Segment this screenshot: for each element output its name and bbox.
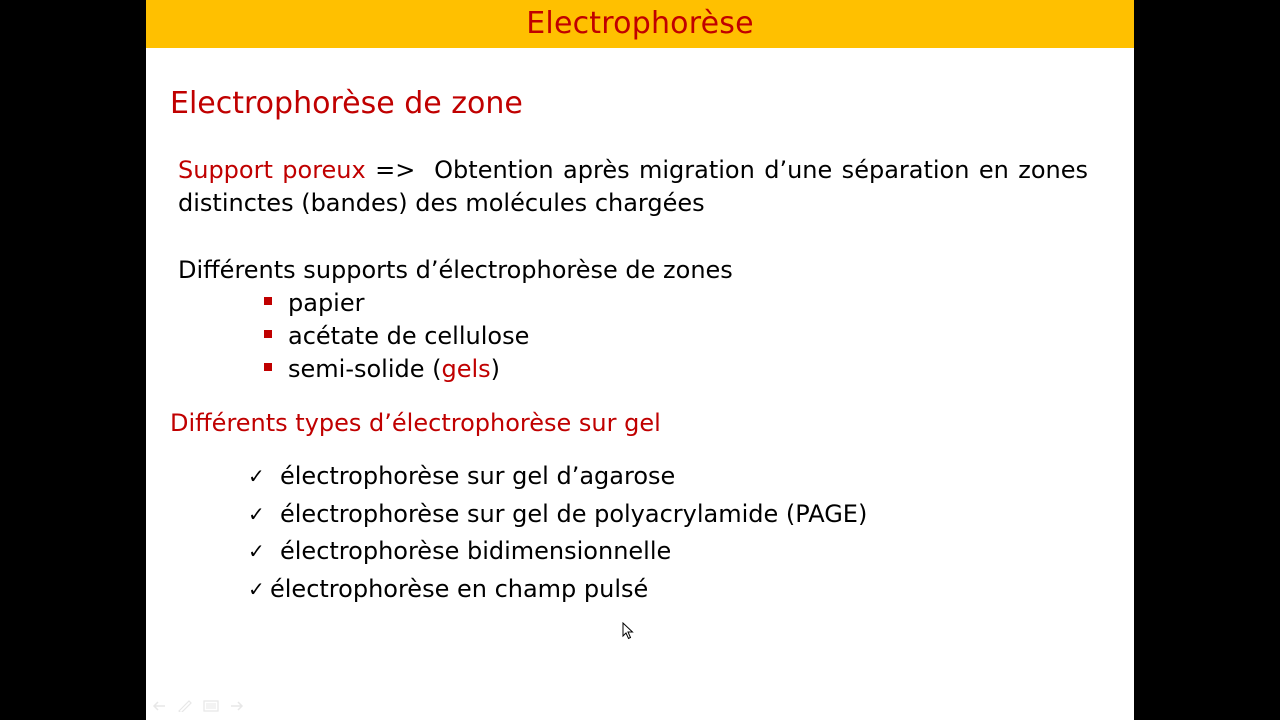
- support-label: Support poreux: [178, 156, 366, 184]
- definition-paragraph: [178, 154, 1088, 220]
- check-icon: ✓: [248, 464, 265, 488]
- check-icon: ✓: [248, 501, 265, 526]
- arrow-text: =>: [365, 156, 435, 184]
- square-bullet-icon: [264, 363, 272, 371]
- list-item: [264, 320, 529, 353]
- types-list: [248, 458, 867, 608]
- list-item: [248, 458, 867, 496]
- pen-icon[interactable]: [177, 697, 193, 709]
- support-item-text: papier: [288, 289, 365, 317]
- support-item-text: semi-solide (: [288, 355, 442, 383]
- next-slide-icon[interactable]: [229, 697, 245, 709]
- check-icon: ✓: [248, 539, 265, 563]
- type-item-text: électrophorèse sur gel de polyacrylamide (PAGE): [280, 499, 868, 528]
- type-item-text: électrophorèse en champ pulsé: [270, 574, 649, 603]
- list-item: [264, 353, 529, 386]
- list-item: [248, 571, 867, 609]
- type-item-text: électrophorèse sur gel d’agarose: [280, 462, 676, 490]
- check-icon: ✓: [248, 576, 265, 601]
- type-item-text: électrophorèse bidimensionnelle: [280, 537, 672, 565]
- section-heading: Electrophorèse de zone: [170, 86, 523, 121]
- list-item: [264, 287, 529, 320]
- square-bullet-icon: [264, 330, 272, 338]
- support-item-highlight: gels: [441, 355, 491, 383]
- square-bullet-icon: [264, 297, 272, 305]
- slideshow-nav-controls: [151, 697, 245, 709]
- mouse-pointer-icon: [622, 622, 634, 644]
- slide: [146, 0, 1134, 720]
- types-heading: Différents types d’électrophorèse sur gel: [170, 409, 661, 437]
- support-item-suffix: ): [490, 355, 501, 383]
- supports-list: [264, 287, 529, 386]
- slide-title: Electrophorèse: [526, 6, 754, 41]
- title-bar: [146, 0, 1134, 48]
- support-item-text: acétate de cellulose: [288, 322, 530, 350]
- menu-icon[interactable]: [203, 697, 219, 709]
- supports-heading: Différents supports d’électrophorèse de zones: [178, 256, 733, 284]
- previous-slide-icon[interactable]: [151, 697, 167, 709]
- definition-text: Obtention après migration d’une séparation en zones distinctes (bandes) des molécules chargées: [178, 156, 1088, 217]
- list-item: [248, 533, 867, 571]
- list-item: [248, 496, 867, 534]
